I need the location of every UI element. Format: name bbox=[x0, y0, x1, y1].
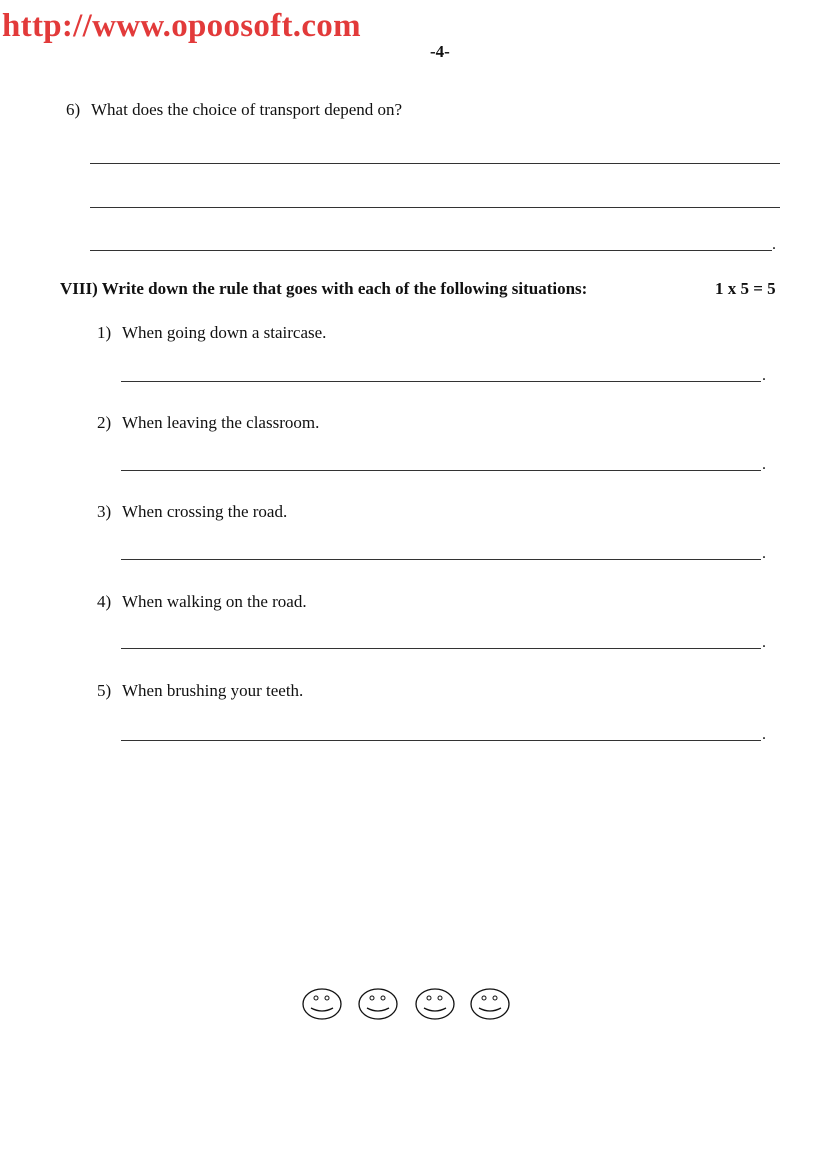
smiley-icon bbox=[357, 986, 399, 1022]
answer-line[interactable] bbox=[121, 559, 761, 560]
item-number: 4) bbox=[97, 592, 112, 611]
page-number: -4- bbox=[430, 42, 450, 61]
item-text: When leaving the classroom. bbox=[122, 413, 320, 432]
item-text: When walking on the road. bbox=[122, 592, 307, 611]
smiley-icon bbox=[301, 986, 343, 1022]
question-6 bbox=[66, 100, 402, 120]
line-period: . bbox=[762, 634, 766, 651]
answer-line[interactable] bbox=[121, 648, 761, 649]
situation-item bbox=[97, 413, 319, 433]
situation-item bbox=[97, 681, 303, 701]
item-number: 1) bbox=[97, 323, 112, 342]
smiley-icon bbox=[414, 986, 456, 1022]
item-number: 5) bbox=[97, 681, 112, 700]
item-text: When crossing the road. bbox=[122, 502, 288, 521]
question-number: 6) bbox=[66, 100, 81, 119]
line-period: . bbox=[762, 545, 766, 562]
answer-line[interactable] bbox=[90, 250, 772, 251]
item-number: 3) bbox=[97, 502, 112, 521]
section-marks: 1 x 5 = 5 bbox=[715, 279, 776, 298]
watermark: http://www.opoosoft.com bbox=[2, 8, 361, 44]
line-period: . bbox=[772, 236, 776, 253]
answer-line[interactable] bbox=[90, 163, 780, 164]
section-heading: VIII) Write down the rule that goes with each of the following situations: bbox=[60, 279, 588, 298]
situation-item bbox=[97, 592, 307, 612]
situation-item bbox=[97, 502, 287, 522]
answer-line[interactable] bbox=[121, 470, 761, 471]
answer-line[interactable] bbox=[121, 740, 761, 741]
situation-item bbox=[97, 323, 326, 343]
line-period: . bbox=[762, 367, 766, 384]
line-period: . bbox=[762, 456, 766, 473]
item-number: 2) bbox=[97, 413, 112, 432]
item-text: When going down a staircase. bbox=[122, 323, 327, 342]
question-text: What does the choice of transport depend on? bbox=[91, 100, 403, 119]
line-period: . bbox=[762, 726, 766, 743]
smiley-icon bbox=[469, 986, 511, 1022]
answer-line[interactable] bbox=[90, 207, 780, 208]
answer-line[interactable] bbox=[121, 381, 761, 382]
item-text: When brushing your teeth. bbox=[122, 681, 304, 700]
